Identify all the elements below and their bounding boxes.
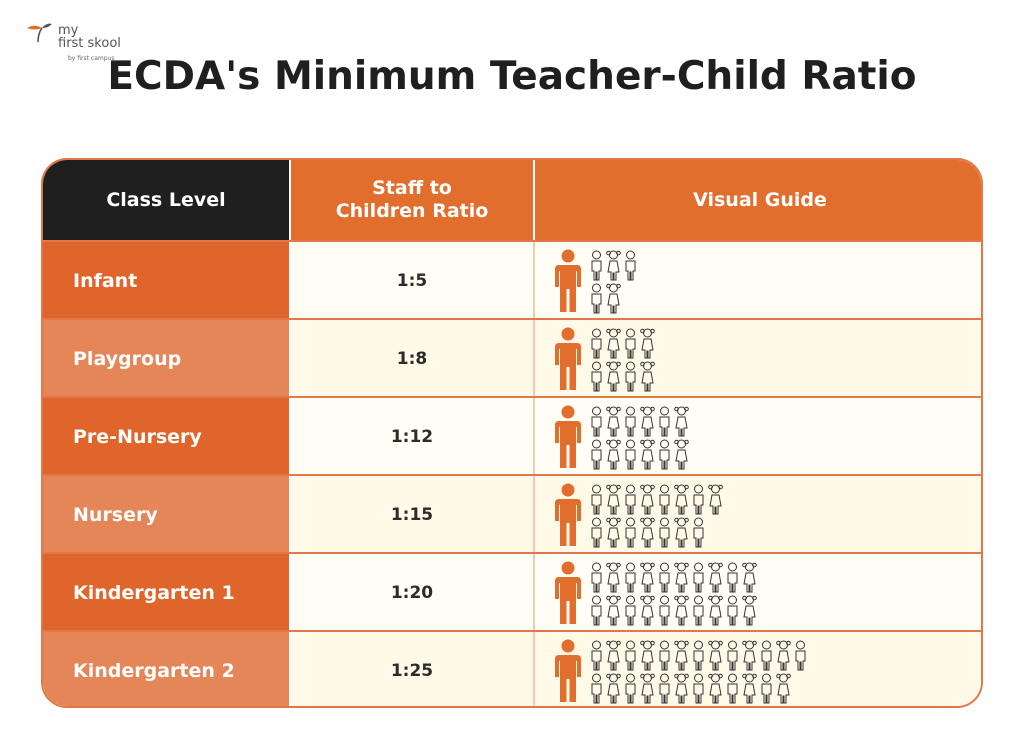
- girl-icon: [640, 595, 657, 627]
- boy-icon: [725, 673, 742, 705]
- girl-icon: [742, 562, 759, 594]
- girl-icon: [674, 439, 691, 471]
- girl-icon: [606, 328, 623, 360]
- boy-icon: [589, 439, 606, 471]
- girl-icon: [708, 484, 725, 516]
- logo-text-line2: first skool: [58, 36, 121, 51]
- girl-icon: [606, 361, 623, 393]
- boy-icon: [657, 640, 674, 672]
- boy-icon: [589, 517, 606, 549]
- boy-icon: [691, 640, 708, 672]
- boy-icon: [759, 673, 776, 705]
- table-row: [43, 630, 983, 708]
- header-visual-guide: Visual Guide: [535, 160, 983, 240]
- boy-icon: [725, 595, 742, 627]
- boy-icon: [623, 640, 640, 672]
- teacher-icon: [553, 249, 583, 317]
- boy-icon: [623, 328, 640, 360]
- boy-icon: [657, 517, 674, 549]
- table-row: [43, 240, 983, 320]
- boy-icon: [657, 484, 674, 516]
- boy-icon: [657, 562, 674, 594]
- girl-icon: [742, 640, 759, 672]
- ratio-cell: 1:8: [289, 320, 535, 398]
- girl-icon: [606, 517, 623, 549]
- girl-icon: [640, 640, 657, 672]
- teacher-icon: [553, 327, 583, 395]
- boy-icon: [657, 595, 674, 627]
- teacher-icon: [553, 561, 583, 629]
- boy-icon: [623, 673, 640, 705]
- girl-icon: [606, 595, 623, 627]
- table-header-row: [43, 160, 983, 240]
- boy-icon: [623, 595, 640, 627]
- boy-icon: [589, 361, 606, 393]
- boy-icon: [623, 361, 640, 393]
- girl-icon: [776, 673, 793, 705]
- girl-icon: [674, 673, 691, 705]
- visual-guide-cell: [535, 242, 983, 320]
- boy-icon: [793, 640, 810, 672]
- girl-icon: [606, 439, 623, 471]
- boy-icon: [691, 484, 708, 516]
- ratio-cell: 1:25: [289, 632, 535, 708]
- boy-icon: [759, 640, 776, 672]
- class-level-cell: Infant: [43, 242, 289, 320]
- boy-icon: [623, 484, 640, 516]
- girl-icon: [674, 406, 691, 438]
- visual-guide-cell: [535, 476, 983, 554]
- girl-icon: [606, 283, 623, 315]
- boy-icon: [589, 595, 606, 627]
- boy-icon: [623, 406, 640, 438]
- boy-icon: [725, 640, 742, 672]
- girl-icon: [640, 673, 657, 705]
- header-ratio: [289, 160, 535, 240]
- girl-icon: [640, 439, 657, 471]
- girl-icon: [708, 562, 725, 594]
- girl-icon: [674, 595, 691, 627]
- boy-icon: [589, 640, 606, 672]
- girl-icon: [742, 673, 759, 705]
- girl-icon: [640, 484, 657, 516]
- page-title: ECDA's Minimum Teacher-Child Ratio: [107, 54, 917, 99]
- girl-icon: [640, 517, 657, 549]
- class-level-cell: Nursery: [43, 476, 289, 554]
- header-class-level: Class Level: [43, 160, 289, 240]
- girl-icon: [708, 673, 725, 705]
- girl-icon: [606, 406, 623, 438]
- girl-icon: [674, 517, 691, 549]
- girl-icon: [776, 640, 793, 672]
- header-ratio-label: Staff to Children Ratio: [335, 177, 489, 222]
- boy-icon: [589, 673, 606, 705]
- class-level-cell: Kindergarten 2: [43, 632, 289, 708]
- girl-icon: [674, 562, 691, 594]
- girl-icon: [640, 361, 657, 393]
- class-level-cell: Pre-Nursery: [43, 398, 289, 476]
- girl-icon: [606, 562, 623, 594]
- boy-icon: [657, 673, 674, 705]
- boy-icon: [657, 406, 674, 438]
- boy-icon: [623, 517, 640, 549]
- visual-guide-cell: [535, 554, 983, 632]
- girl-icon: [606, 640, 623, 672]
- visual-guide-cell: [535, 320, 983, 398]
- boy-icon: [589, 283, 606, 315]
- table-row: [43, 318, 983, 398]
- table-row: [43, 396, 983, 476]
- girl-icon: [606, 484, 623, 516]
- logo-text-line3: by first campus: [68, 55, 115, 62]
- boy-icon: [691, 595, 708, 627]
- girl-icon: [708, 640, 725, 672]
- class-level-cell: Playgroup: [43, 320, 289, 398]
- boy-icon: [623, 562, 640, 594]
- visual-guide-cell: [535, 632, 983, 708]
- boy-icon: [589, 484, 606, 516]
- boy-icon: [691, 562, 708, 594]
- girl-icon: [708, 595, 725, 627]
- table-row: [43, 474, 983, 554]
- girl-icon: [606, 673, 623, 705]
- boy-icon: [589, 250, 606, 282]
- visual-guide-cell: [535, 398, 983, 476]
- ratio-cell: 1:12: [289, 398, 535, 476]
- class-level-cell: Kindergarten 1: [43, 554, 289, 632]
- boy-icon: [691, 517, 708, 549]
- ratio-cell: 1:5: [289, 242, 535, 320]
- girl-icon: [674, 640, 691, 672]
- table-row: [43, 552, 983, 632]
- girl-icon: [640, 328, 657, 360]
- logo-text-line1: my: [58, 23, 79, 38]
- ratio-cell: 1:20: [289, 554, 535, 632]
- teacher-icon: [553, 405, 583, 473]
- boy-icon: [623, 439, 640, 471]
- sprout-icon: [24, 22, 54, 44]
- teacher-icon: [553, 639, 583, 707]
- boy-icon: [657, 439, 674, 471]
- girl-icon: [640, 562, 657, 594]
- girl-icon: [606, 250, 623, 282]
- girl-icon: [674, 484, 691, 516]
- ratio-cell: 1:15: [289, 476, 535, 554]
- teacher-icon: [553, 483, 583, 551]
- boy-icon: [691, 673, 708, 705]
- boy-icon: [589, 406, 606, 438]
- boy-icon: [589, 562, 606, 594]
- boy-icon: [589, 328, 606, 360]
- boy-icon: [623, 250, 640, 282]
- ratio-table: [41, 158, 983, 708]
- boy-icon: [725, 562, 742, 594]
- girl-icon: [640, 406, 657, 438]
- girl-icon: [742, 595, 759, 627]
